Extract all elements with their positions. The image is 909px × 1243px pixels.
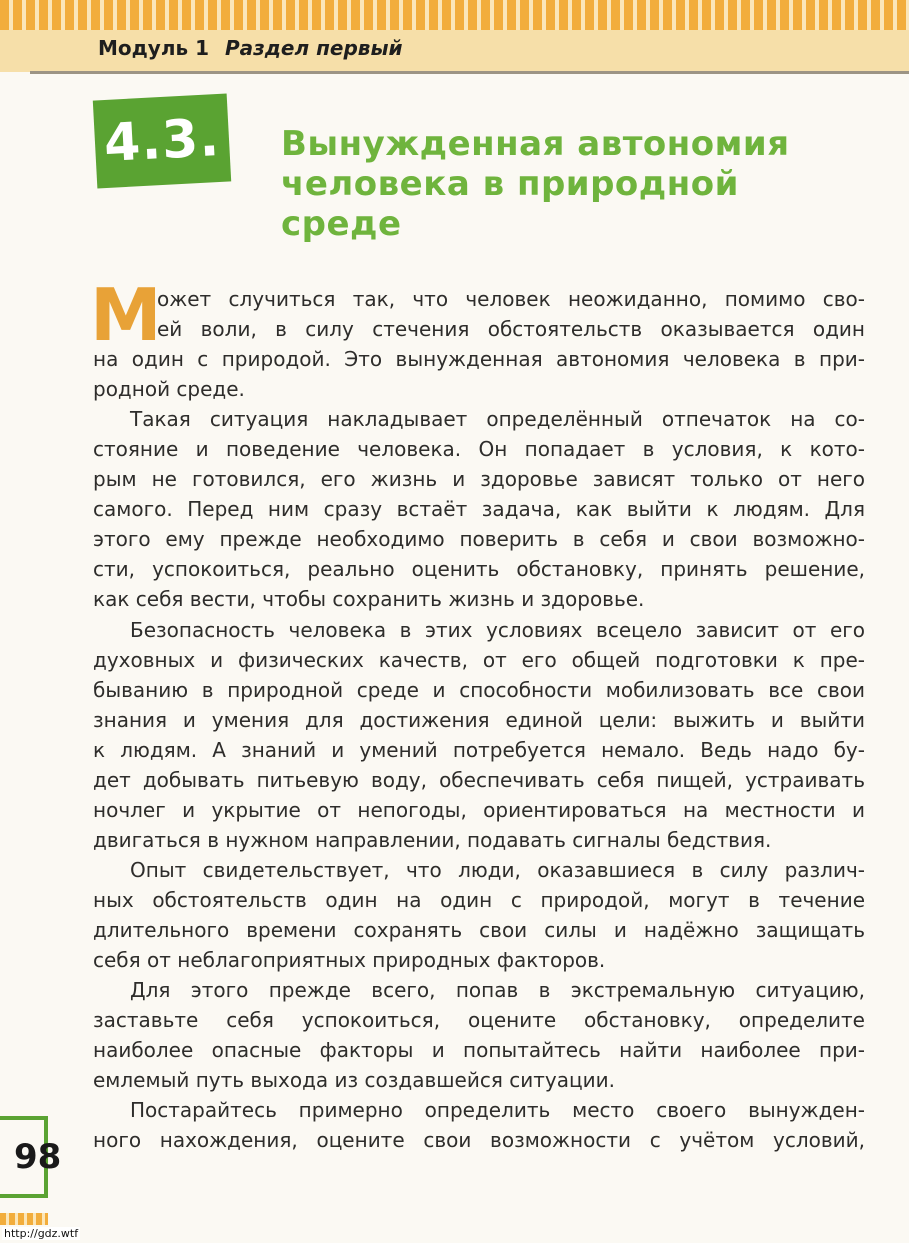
text-line: самого. Перед ним сразу встаёт задача, как выйти к людям. Для [93, 497, 865, 522]
chapter-title-line: человека в природной [281, 164, 739, 204]
text-line: Для этого прежде всего, попав в экстремальную ситуацию, [130, 978, 865, 1003]
module-label: Модуль 1 [98, 36, 210, 60]
text-line: длительного времени сохранять свои силы и надёжно защищать [93, 917, 865, 942]
running-head [98, 36, 403, 60]
text-line: к людям. А знаний и умений потребуется немало. Ведь надо бу- [93, 737, 865, 762]
body-text [93, 284, 865, 1155]
text-line: духовных и физических качеств, от его общей подготовки к пре- [93, 647, 865, 672]
top-stripe-decoration [0, 0, 909, 34]
text-line: ных обстоятельств один на один с природой, могут в течение [93, 887, 865, 912]
bottom-stripe-decoration [0, 1213, 48, 1225]
text-line: быванию в природной среде и способности мобилизовать все свои [93, 677, 865, 702]
text-line: сти, успокоиться, реально оценить обстановку, принять решение, [93, 557, 865, 582]
text-line: Безопасность человека в этих условиях всецело зависит от его [130, 617, 865, 642]
text-line: знания и умения для достижения единой цели: выжить и выйти [93, 707, 865, 732]
chapter-title [281, 124, 871, 244]
text-line: заставьте себя успокоиться, оцените обстановку, определите [93, 1008, 865, 1033]
text-line: Опыт свидетельствует, что люди, оказавшиеся в силу различ- [130, 857, 865, 882]
text-line: двигаться в нужном направлении, подавать сигналы бедствия. [93, 827, 772, 852]
section-label: Раздел первый [224, 36, 403, 60]
text-line: рым не готовился, его жизнь и здоровье зависят только от него [93, 467, 865, 492]
text-line: ей воли, в силу стечения обстоятельств оказывается один [157, 317, 865, 342]
text-line: Постарайтесь примерно определить место своего вынужден- [130, 1098, 865, 1123]
text-line: на один с природой. Это вынужденная автономия человека в при- [93, 347, 865, 372]
text-line: ного нахождения, оцените свои возможности с учётом условий, [93, 1128, 865, 1153]
text-line: как себя вести, чтобы сохранить жизнь и здоровье. [93, 587, 645, 612]
text-line: дет добывать питьевую воду, обеспечивать себя пищей, устраивать [93, 767, 865, 792]
text-line: Такая ситуация накладывает определённый отпечаток на со- [130, 407, 865, 432]
text-line: емлемый путь выхода из создавшейся ситуации. [93, 1068, 615, 1093]
text-line: стояние и поведение человека. Он попадает в условия, к кото- [93, 437, 865, 462]
drop-cap: М [90, 273, 162, 357]
text-line: ночлег и укрытие от непогоды, ориентироваться на местности и [93, 797, 865, 822]
chapter-title-line: Вынужденная автономия [281, 124, 790, 164]
section-number-badge [93, 94, 231, 189]
text-line: этого ему прежде необходимо поверить в себя и свои возможно- [93, 527, 865, 552]
section-number: 4.3. [102, 108, 222, 174]
watermark-link[interactable]: http://gdz.wtf [4, 1227, 79, 1240]
text-line: наиболее опасные факторы и попытайтесь найти наиболее при- [93, 1038, 865, 1063]
text-line: ожет случиться так, что человек неожиданно, помимо сво- [157, 287, 865, 311]
text-line: родной среде. [93, 377, 245, 402]
text-line: себя от неблагоприятных природных факторов. [93, 948, 606, 973]
chapter-title-line: среде [281, 204, 402, 244]
page-number: 98 [14, 1137, 62, 1177]
